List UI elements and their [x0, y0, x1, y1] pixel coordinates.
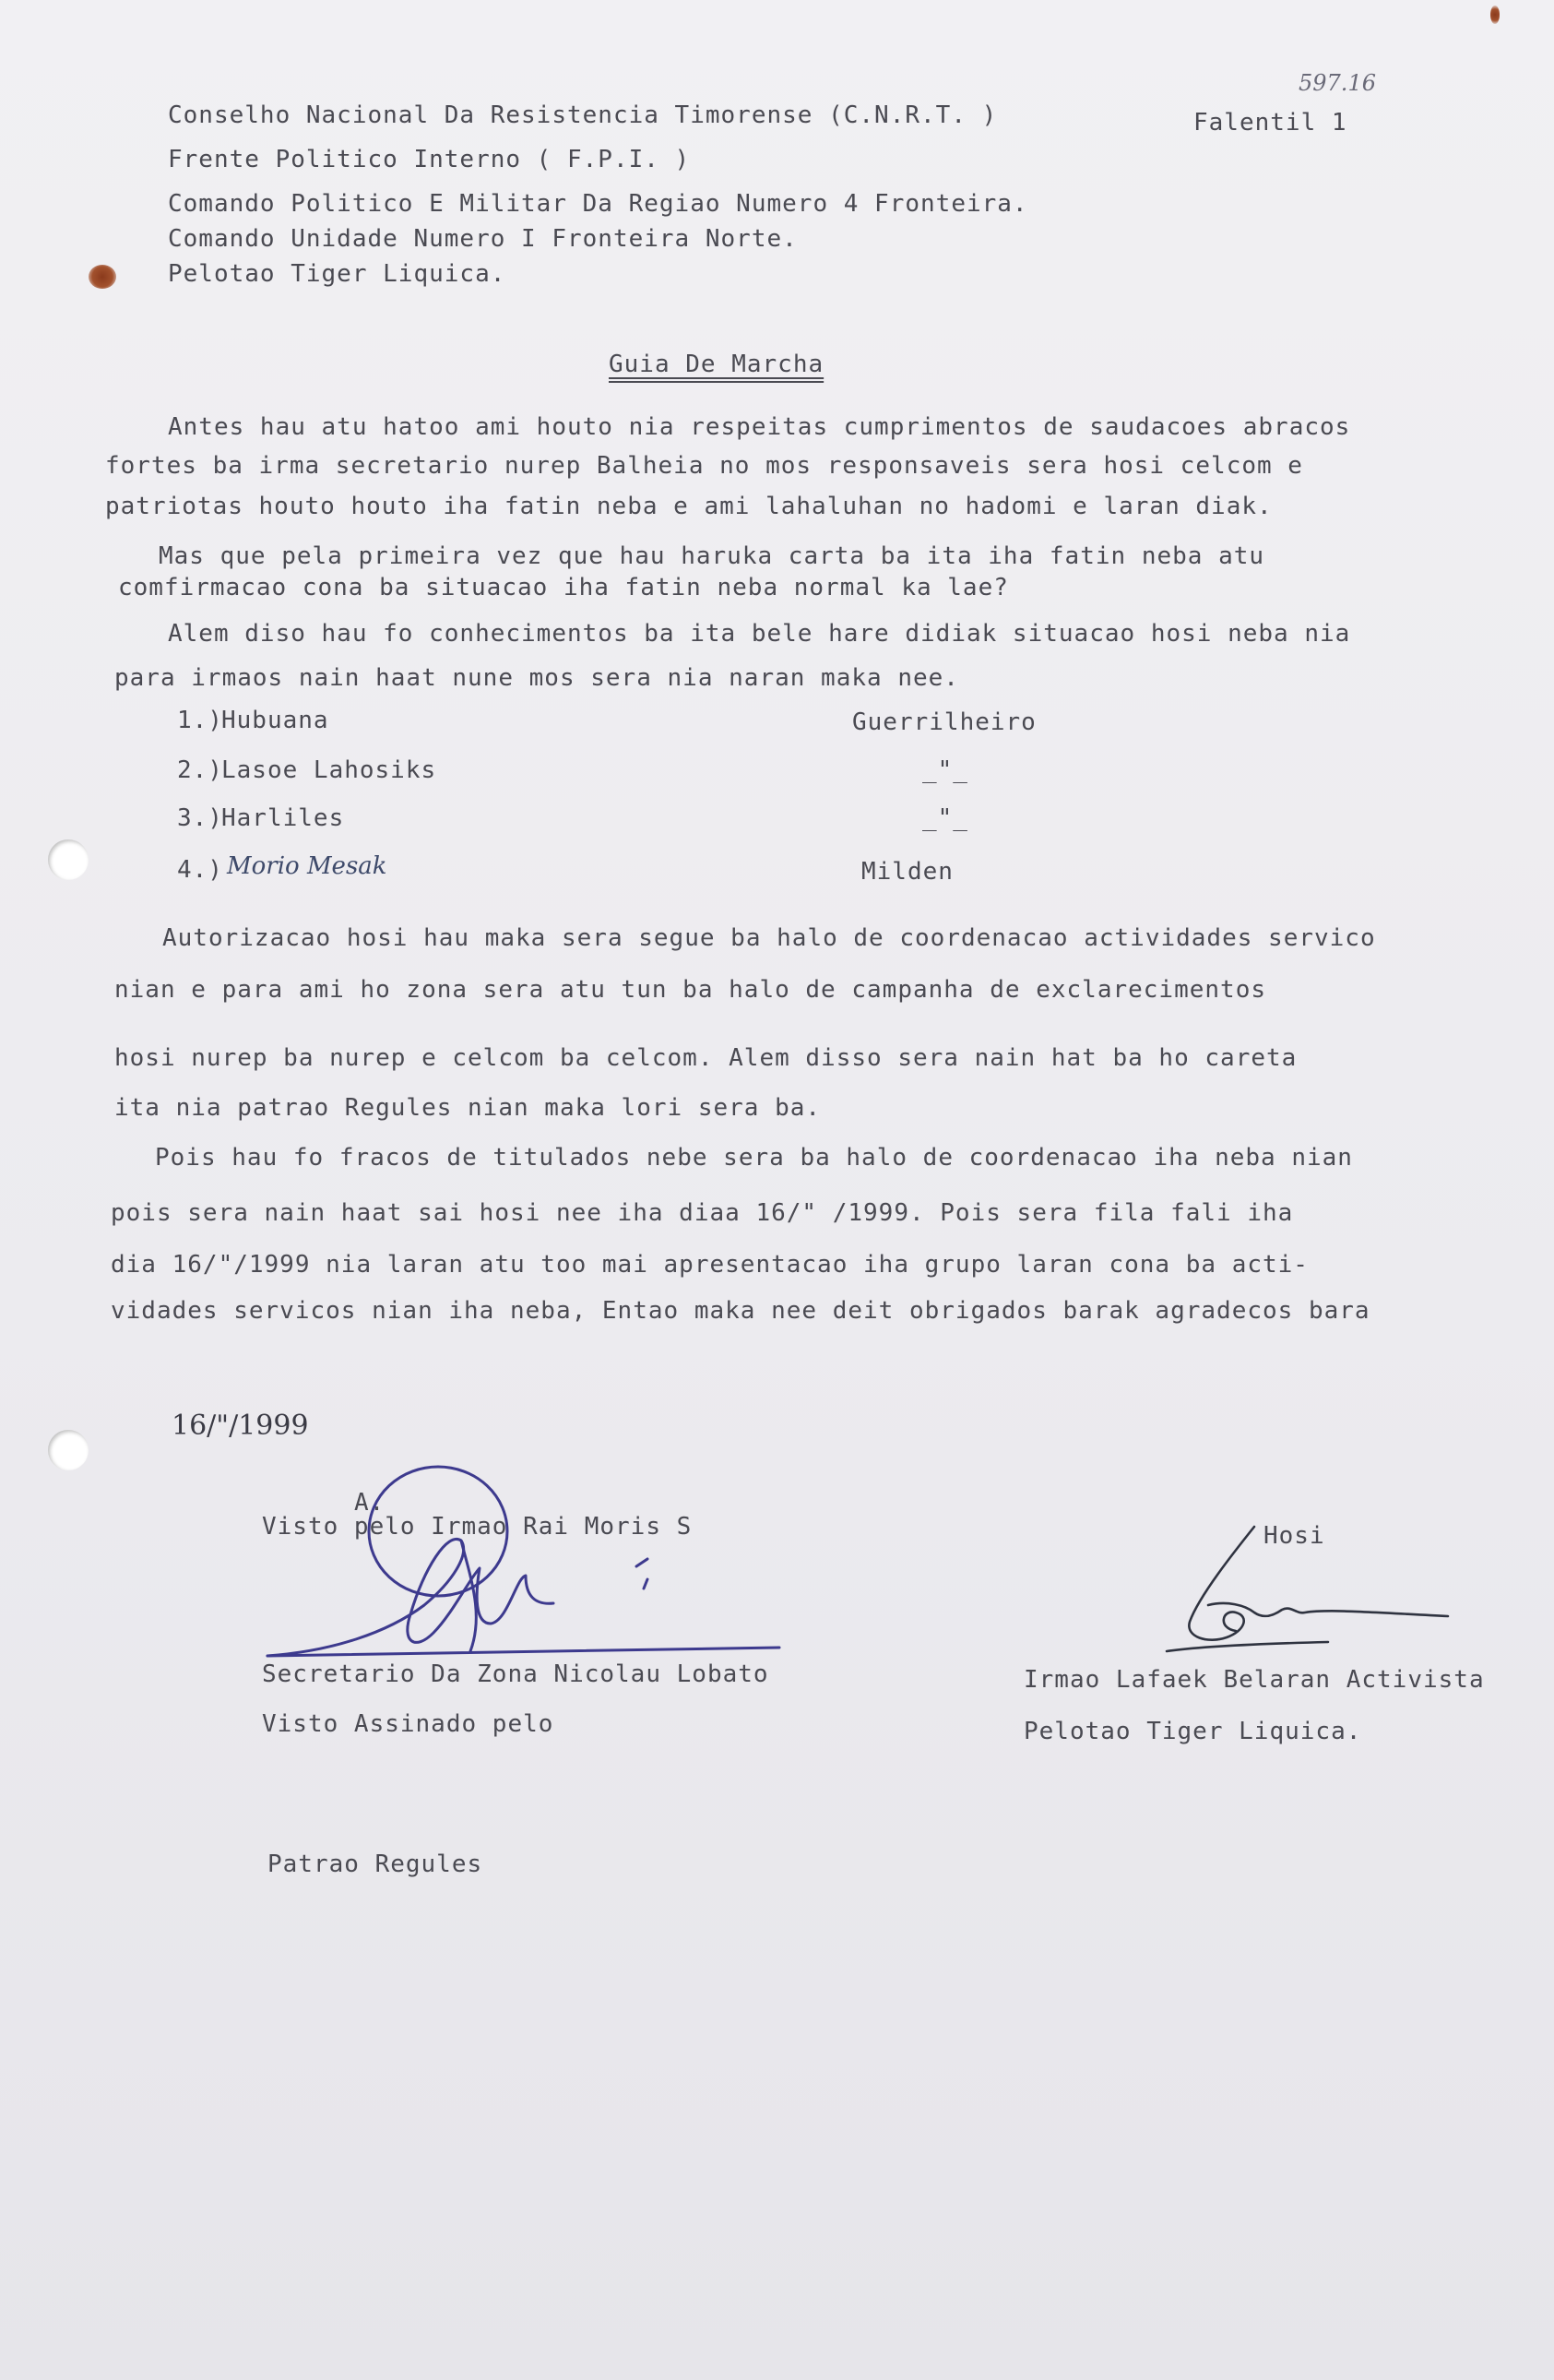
secretario-line: Secretario Da Zona Nicolau Lobato: [262, 1660, 769, 1688]
archive-number: 597.16: [1299, 70, 1376, 96]
signature-irmao: [1144, 1513, 1476, 1660]
list-item-role: _"_: [922, 756, 968, 784]
header-command-politico: Comando Politico E Militar Da Regiao Numero 4 Fronteira.: [168, 190, 1028, 218]
paragraph-line: Autorizacao hosi hau maka sera segue ba halo de coordenacao actividades servico: [162, 924, 1376, 952]
paragraph-line: para irmaos nain haat nune mos sera nia naran maka nee.: [114, 664, 959, 692]
visto-assinado-line: Visto Assinado pelo: [262, 1710, 554, 1738]
paragraph-line: comfirmacao cona ba situacao iha fatin neba normal ka lae?: [118, 574, 1009, 601]
list-item-number: 2.): [177, 756, 223, 784]
paragraph-line: pois sera nain haat sai hosi nee iha diaa 16/" /1999. Pois sera fila fali iha: [111, 1199, 1294, 1227]
paragraph-line: nian e para ami ho zona sera atu tun ba halo de campanha de exclarecimentos: [114, 976, 1266, 1004]
punch-hole-lower: [48, 1430, 89, 1470]
patrao-regules-line: Patrao Regules: [267, 1850, 483, 1878]
header-pelotao: Pelotao Tiger Liquica.: [168, 260, 506, 288]
paragraph-line: ita nia patrao Regules nian maka lori sera ba.: [114, 1094, 822, 1122]
ink-stain: [89, 265, 116, 289]
pelotao-line: Pelotao Tiger Liquica.: [1024, 1718, 1362, 1745]
irmao-line: Irmao Lafaek Belaran Activista: [1024, 1666, 1485, 1694]
annotation-a: A.: [354, 1489, 386, 1517]
punch-hole-upper: [48, 839, 89, 880]
header-command-unidade: Comando Unidade Numero I Fronteira Norte.: [168, 225, 798, 253]
paragraph-line: Antes hau atu hatoo ami houto nia respeitas cumprimentos de saudacoes abracos: [168, 413, 1351, 441]
handwritten-date: 16/"/1999: [172, 1410, 309, 1442]
paragraph-line: dia 16/"/1999 nia laran atu too mai apresentacao iha grupo laran cona ba acti-: [111, 1251, 1309, 1279]
paragraph-line: Alem diso hau fo conhecimentos ba ita bele hare didiak situacao hosi neba nia: [168, 620, 1351, 648]
document-title: Guia De Marcha: [609, 351, 824, 378]
ink-stain-top: [1490, 6, 1500, 24]
list-item-name-handwritten: Morio Mesak: [227, 852, 387, 880]
paragraph-line: patriotas houto houto iha fatin neba e ami lahaluhan no hadomi e laran diak.: [105, 493, 1273, 520]
list-item-name: Harliles: [221, 804, 345, 832]
visto-pelo-line: Visto pelo Irmao Rai Moris S: [262, 1513, 693, 1541]
header-front: Frente Politico Interno ( F.P.I. ): [168, 146, 691, 173]
list-item-role: Guerrilheiro: [852, 708, 1037, 736]
list-item-name: Hubuana: [221, 707, 329, 734]
header-organization: Conselho Nacional Da Resistencia Timorense (C.N.R.T. ): [168, 101, 998, 129]
paragraph-line: vidades servicos nian iha neba, Entao maka nee deit obrigados barak agradecos bara: [111, 1297, 1370, 1325]
list-item-number: 3.): [177, 804, 223, 832]
list-item-number: 4.): [177, 856, 223, 884]
list-item-role: Milden: [861, 858, 954, 886]
list-item-name: Lasoe Lahosiks: [221, 756, 437, 784]
hosi-label: Hosi: [1263, 1522, 1325, 1550]
list-item-number: 1.): [177, 707, 223, 734]
list-item-role: _"_: [922, 804, 968, 832]
paragraph-line: fortes ba irma secretario nurep Balheia no mos responsaveis sera hosi celcom e: [105, 452, 1303, 480]
paragraph-line: hosi nurep ba nurep e celcom ba celcom. Alem disso sera nain hat ba ho careta: [114, 1044, 1298, 1072]
signature-secretario: [249, 1467, 802, 1688]
paragraph-line: Pois hau fo fracos de titulados nebe sera ba halo de coordenacao iha neba nian: [155, 1144, 1353, 1172]
header-place: Falentil 1: [1193, 109, 1347, 137]
paragraph-line: Mas que pela primeira vez que hau haruka carta ba ita iha fatin neba atu: [159, 542, 1265, 570]
